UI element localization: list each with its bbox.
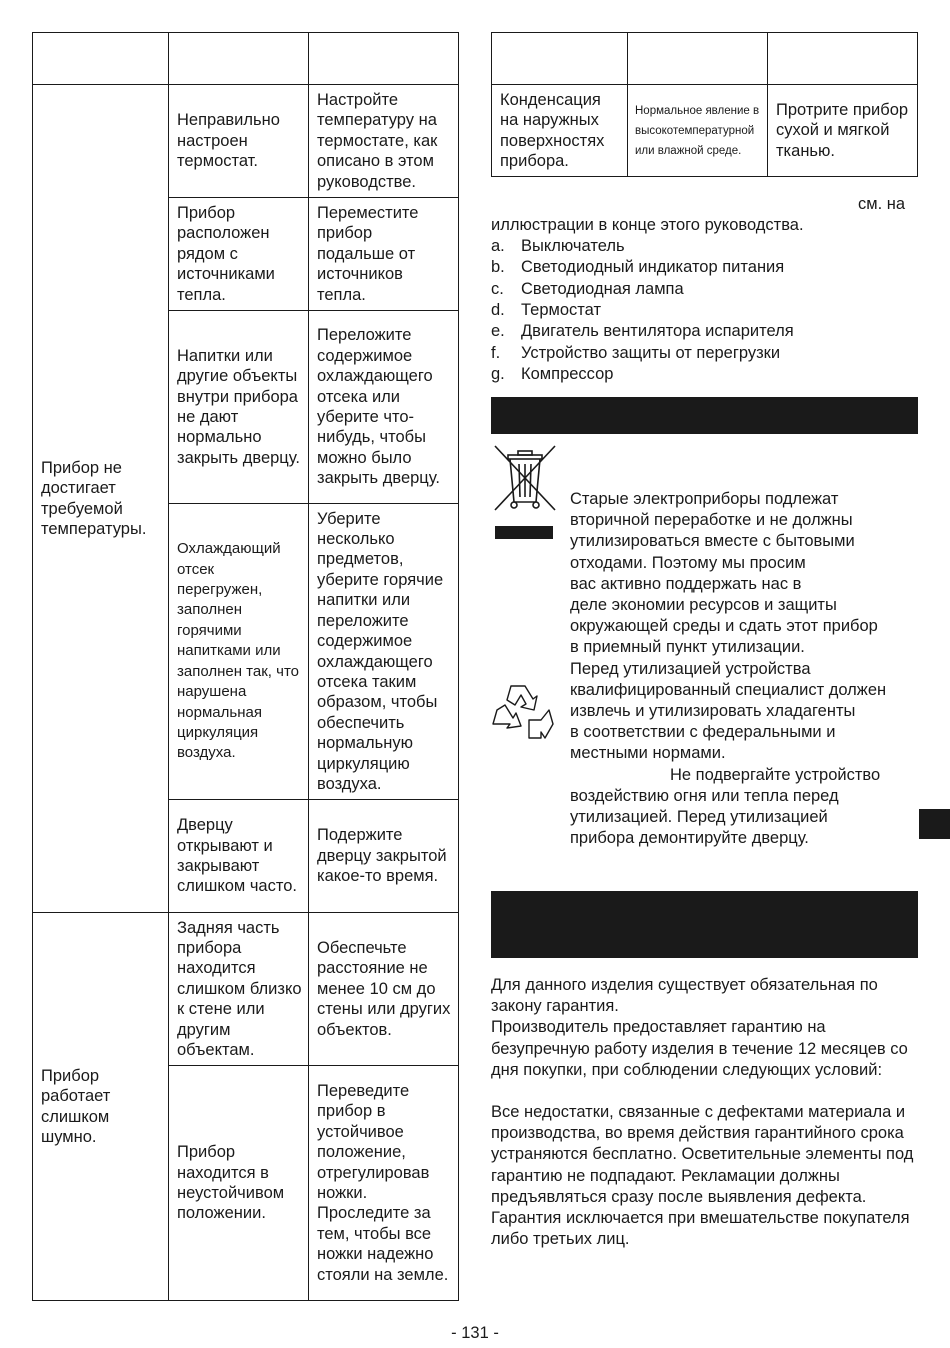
cause-cell xyxy=(169,198,308,310)
cause-cell xyxy=(169,800,308,912)
cause-text: Прибор находится в неустойчивом положении. xyxy=(177,1143,285,1223)
disposal-line: квалифицированный специалист должен xyxy=(570,680,887,699)
solution-text: Переместите прибор подальше от источников тепла. xyxy=(317,203,419,304)
disposal-line: прибора демонтируйте дверцу. xyxy=(570,829,809,848)
solution-cell xyxy=(309,85,458,197)
disposal-line: утилизироваться вместе с бытовыми xyxy=(570,532,855,551)
problem-text: Конденсация на наружных поверхностях прибора. xyxy=(500,90,605,170)
list-letter: e. xyxy=(491,322,505,340)
solution-cell xyxy=(309,913,458,1065)
cause-text: Дверцу открывают и закрывают слишком часто. xyxy=(177,816,297,896)
list-letter: d. xyxy=(491,301,505,319)
page-number: - 131 - xyxy=(451,1324,499,1342)
solution-cell xyxy=(309,1066,458,1300)
disposal-line: отходами. Поэтому мы просим xyxy=(570,553,806,572)
solution-cell xyxy=(309,198,458,310)
cause-text: Охлаждающий отсек перегружен, заполнен горячими напитками или заполнен так, что нарушена нормальная циркуляция воздуха. xyxy=(177,540,299,762)
disposal-text xyxy=(570,489,918,849)
warranty-paragraph: Все недостатки, связанные с дефектами материала и производства, во время действия гарантийного срока устраняются бесплатно. Осветительные элементы под гарантию не подпадают. Рекламации должны предъявляться сразу после выявления дефекта. Гарантия исключается при вмешательстве покупателя либо третьих лиц. xyxy=(491,1103,914,1249)
list-letter: c. xyxy=(491,280,504,298)
solution-text: Обеспечьте расстояние не менее 10 см до стены или других объектов. xyxy=(317,938,451,1039)
problem-cell xyxy=(33,913,168,1300)
list-letter: f. xyxy=(491,344,501,362)
list-text: Двигатель вентилятора испарителя xyxy=(521,322,794,340)
disposal-line: Не подвергайте устройство xyxy=(670,765,881,784)
solution-text: Переложите содержимое охлаждающего отсека или уберите что-нибудь, чтобы можно было закрыть дверцу. xyxy=(317,326,440,488)
parts-intro-end: см. на xyxy=(858,195,906,213)
cause-text: Прибор расположен рядом с источниками тепла. xyxy=(177,203,275,304)
disposal-line: вас активно поддержать нас в xyxy=(570,574,802,593)
solution-text: Протрите прибор сухой и мягкой тканью. xyxy=(776,100,909,160)
disposal-line: Перед утилизацией устройства xyxy=(570,659,811,678)
cause-cell xyxy=(169,504,308,799)
list-text: Компрессор xyxy=(521,365,614,383)
list-text: Устройство защиты от перегрузки xyxy=(521,344,781,362)
disposal-line: в соответствии с федеральными и xyxy=(570,723,836,742)
side-tab-marker xyxy=(919,809,950,839)
section-heading-bar xyxy=(491,397,918,434)
disposal-line: воздействию огня или тепла перед xyxy=(570,786,839,805)
disposal-line: окружающей среды и сдать этот прибор xyxy=(570,617,878,636)
cause-cell xyxy=(169,913,308,1065)
disposal-line: утилизацией. Перед утилизацией xyxy=(570,808,828,827)
warranty-paragraph: Для данного изделия существует обязательная по закону гарантия. xyxy=(491,976,878,1016)
disposal-line: извлечь и утилизировать хладагенты xyxy=(570,702,856,721)
solution-text: Подержите дверцу закрытой какое-то время. xyxy=(317,826,447,886)
parts-intro: иллюстрации в конце этого руководства. xyxy=(491,216,804,234)
list-text: Светодиодная лампа xyxy=(521,280,684,298)
solution-cell xyxy=(768,85,917,176)
solution-text: Уберите несколько предметов, уберите горячие напитки или переложите содержимое охлаждающего отсека таким образом, чтобы обеспечить нормальную циркуляцию воздуха. xyxy=(317,509,444,793)
problem-cell xyxy=(33,85,168,912)
list-letter: g. xyxy=(491,365,505,383)
list-text: Выключатель xyxy=(521,237,625,255)
solution-cell xyxy=(309,504,458,799)
problem-text: Прибор не достигает требуемой температуры. xyxy=(41,458,147,538)
cause-cell xyxy=(169,85,308,197)
crossed-bin-icon xyxy=(491,442,559,542)
disposal-line: местными нормами. xyxy=(570,744,726,763)
troubleshooting-table xyxy=(32,32,459,1301)
cause-cell xyxy=(169,1066,308,1300)
list-letter: b. xyxy=(491,258,505,276)
solution-text: Настройте температуру на термостате, как описано в этом руководстве. xyxy=(317,90,438,191)
disposal-line: деле экономии ресурсов и защиты xyxy=(570,596,837,615)
cause-text: Задняя часть прибора находится слишком близко к стене или другим объектам. xyxy=(177,918,302,1060)
disposal-line: Старые электроприборы подлежат xyxy=(570,490,839,508)
disposal-line: в приемный пункт утилизации. xyxy=(570,638,805,657)
list-text: Термостат xyxy=(521,301,602,319)
cause-text: Напитки или другие объекты внутри прибора не дают нормально закрыть дверцу. xyxy=(177,346,300,467)
cause-cell xyxy=(169,311,308,503)
list-letter: a. xyxy=(491,237,505,255)
section-heading-bar xyxy=(491,891,918,958)
cause-text: Неправильно настроен термостат. xyxy=(177,111,280,171)
solution-text: Переведите прибор в устойчивое положение, отрегулировав ножки. Проследите за тем, чтобы все ножки надежно стояли на земле. xyxy=(317,1081,449,1284)
warranty-paragraph: Производитель предоставляет гарантию на безупречную работу изделия в течение 12 месяцев со дня покупки, при соблюдении следующих условий: xyxy=(491,1018,908,1079)
warranty-text xyxy=(491,975,921,1250)
cause-cell xyxy=(628,85,767,176)
disposal-line: вторичной переработке и не должны xyxy=(570,511,853,530)
problem-text: Прибор работает слишком шумно. xyxy=(41,1066,111,1146)
cause-text: Нормальное явление в высокотемпературной или влажной среде. xyxy=(635,104,760,157)
problem-cell xyxy=(492,85,627,176)
solution-cell xyxy=(309,800,458,912)
solution-cell xyxy=(309,311,458,503)
condensation-table xyxy=(491,32,918,177)
list-text: Светодиодный индикатор питания xyxy=(521,258,785,276)
recycle-icon xyxy=(489,680,557,744)
